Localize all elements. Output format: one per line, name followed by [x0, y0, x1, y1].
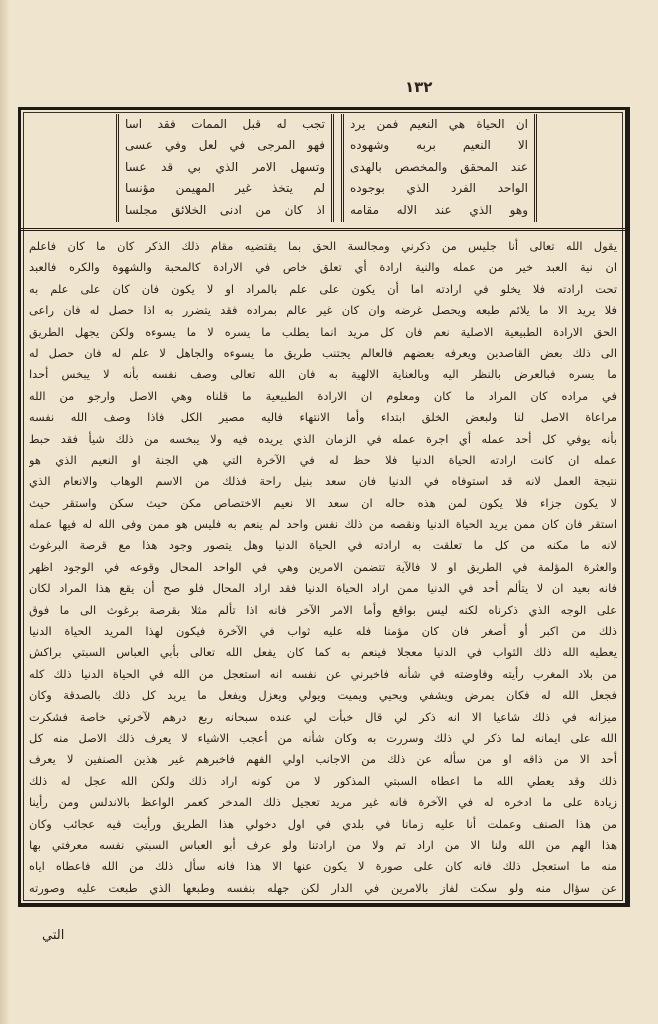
text-line: فلا يريد الا ما يلائم طبعه ويحصل غرضه وان كان غير عالم بمراده فقد يتضرر به اذا حصل له فان راعى [29, 303, 617, 318]
text-line: الحق الارادة الطبيعية الاصلية نعم فان كل مريد انما يطلب ما يسره لا ما يسوءه ولكن يجهل الطريق [29, 324, 617, 339]
verse-hemistich: عند المحقق والمخصص بالهدى [350, 159, 528, 174]
text-line: هذا الهم من الله ولنا الا من اراد تم ولا من ارادتنا ولو عرف أبو العباس السبتي نفسه معرفتي بها [29, 837, 617, 852]
text-line: ميزانه في ذلك شاعيا الا انه ذكر لي قال خبأت لي عنده سبحانه ربع درهم لآخرتي خاصة فشكرت [29, 709, 617, 724]
text-line: لا يكون جزاء فلا يكون لمن هذه حاله ان سعد الا نعيم الاختصاص مكن حيث سكن واستقر حيث [29, 495, 617, 510]
text-line: فجعل الله له فكان يمرض ويشفي ويحيي ويميت ويولي ويعزل ويفعل ما يريد كل ذلك بالصدقة وكان [29, 688, 617, 703]
verse-hemistich: الا النعيم بربه وشهوده [350, 138, 528, 153]
body-text [29, 236, 617, 899]
text-line: ان نية العبد خير من عمله والنية ارادة أي تعلق خاص في الارادة كالمحبة والشهوة والكره فالعبد [29, 260, 617, 275]
text-line: منه ما استعجل ذلك فانه كان على صورة لا يكون عنها الا هذا فانه سأل ذلك من الله فاعطاه اياه [29, 859, 617, 874]
text-line: ذلك وقد يعطي الله ما اعطاه السبتي المذكور لا من كونه اراد ذلك ولكن الله عجل له ذلك [29, 773, 617, 788]
text-line: فانه بعيد ان لا يتألم أحد في الدنيا ممن اراد الحياة الدنيا فقد اراد المحال فلو صح أن يقع هذا المراد لكان [29, 581, 617, 596]
page-number: ١٣٢ [405, 78, 433, 96]
text-line: الله على ايمانه لما ذكر لي ذلك وسررت به وكان شأنه من أعجب الاشياء لا يعرف ذلك الاصل منه كل [29, 730, 617, 745]
text-line: يعطيه الله ذلك الثواب في الدنيا معجلا فينعم به كما كان يفعل الله تعالى بأبي العباس السبتي براكش [29, 645, 617, 660]
verse-hemistich: لم يتخذ غير المهيمن مؤنسا [125, 181, 325, 196]
verse-hemistich: الواحد الفرد الذي بوجوده [350, 181, 528, 196]
text-line: والعثرة المؤلمة في الطريق او لا فالآية تتضمن الامرين وهي في الواحد المحال وقوعه في الوجود اظهر [29, 559, 617, 574]
text-line: زيادة على ما ادخره له في الآخرة فانه غير مريد تعجيل ذلك المدخر كعمر الواعظ بالاندلس ومن رأينا [29, 795, 617, 810]
text-frame [18, 107, 630, 907]
text-line: عمله ان كانت ارادته الحياة الدنيا فلا حظ له في الآخرة التي هي الجنة او النعيم الذي هو [29, 452, 617, 467]
text-line: استقر فان كان ممن يريد الحياة الدنيا ونقصه من ذلك نفس واحد لم ينعم به فليس هو ممن وفى الله له فيها عمله [29, 517, 617, 532]
poem-second-hemistichs [116, 114, 334, 222]
text-line: عن سؤال منه ولو سكت لفاز بالامرين في الدار لكن جهله بنفسه وطبعها الذي طبعت عليه وصورته [29, 880, 617, 895]
text-line: لانه ما مكنه من كل ما تعلقت به ارادته في الحياة الدنيا وهل يتصور وجود هذا مع قرصة البرغوث [29, 538, 617, 553]
verse-hemistich: وتسهل الامر الذي بي قد عسا [125, 159, 325, 174]
text-line: من بلاد المغرب رأيته وفاوضته في شأنه فاخبرني عن نفسه انه استعجل من الله في الحياة الدنيا ذلك كله [29, 666, 617, 681]
poem-box [21, 110, 625, 231]
text-line: تحت ارادته فلا يخلو في ارادته اما أن يكون على علم بالمراد او لا يكون فان كان على علم به [29, 281, 617, 296]
text-line: بأنه يوفي كل أحد عمله أي اجرة عمله في الزمان الذي يريده فيه ولا يبخسه من ذلك شيأ فقد حبط [29, 431, 617, 446]
verse-hemistich: اذ كان من ادنى الخلائق مجلسا [125, 202, 325, 217]
text-line: ما يسره فبالعرض بالنظر اليه وبالعناية الالهية به فان الله تعالى وصف نفسه بأنه لا يبخس أحدا [29, 367, 617, 382]
page-edge-shadow [0, 0, 10, 1024]
text-line: مراعاة الاصل لنا ولبعض الخلق ابتداء وأما الانتهاء فاليه مصير الكل فاذا وصف الله نفسه [29, 410, 617, 425]
text-line: على الوجه الذي ذكرناه لكنه ليس بواقع وأما الامر الآخر فانه اذا تألم مثلا بقرصة برغوث الى ما فوق [29, 602, 617, 617]
text-line: نتيجة العمل لانه قد استوفاه في الدنيا فان سعد بنيل راحة فذلك من الاسم الوهاب والانعام الذي [29, 474, 617, 489]
text-line: الى ذلك بعض القاصدين ويعرفه بعضهم فالعالم يجتنب طريق ما يسوءه والجاهل لا علم له فان حصل له [29, 345, 617, 360]
text-line: من هذا الصنف وعملت أنا عليه زمانا في بلدي في اول دخولي هذا الطريق ورأيت فيه عجائب وكان [29, 816, 617, 831]
poem-first-hemistichs [341, 114, 537, 222]
text-line: أحد الا من ذاقه او من سأله عن ذلك من الاجانب اولي الفهم فاخبرهم غير هذين الصنفين لا يعرف [29, 752, 617, 767]
verse-hemistich: وهو الذي عند الاله مقامه [350, 202, 528, 217]
catchword: التي [42, 928, 65, 943]
text-line: يقول الله تعالى أنا جليس من ذكرني ومجالسة الحق بما يقتضيه مقام ذلك الذكر كان ما كان فاعلم [29, 239, 617, 253]
text-line: ذلك من اكبر أو أصغر فان كان مؤمنا فله عليه ثواب في الآخرة فيكون لهذا المريد الحياة الدنيا [29, 624, 617, 639]
verse-hemistich: تجب له قبل الممات فقد اسا [125, 117, 325, 131]
text-line: في مراده كان المراد ما كان ومعلوم ان الارادة الطبيعية ما قلناه وهي الاصل وارجو من الله [29, 388, 617, 403]
verse-hemistich: فهو المرجى في لعل وفي عسى [125, 138, 325, 153]
verse-hemistich: ان الحياة هي النعيم فمن يرد [350, 117, 528, 131]
